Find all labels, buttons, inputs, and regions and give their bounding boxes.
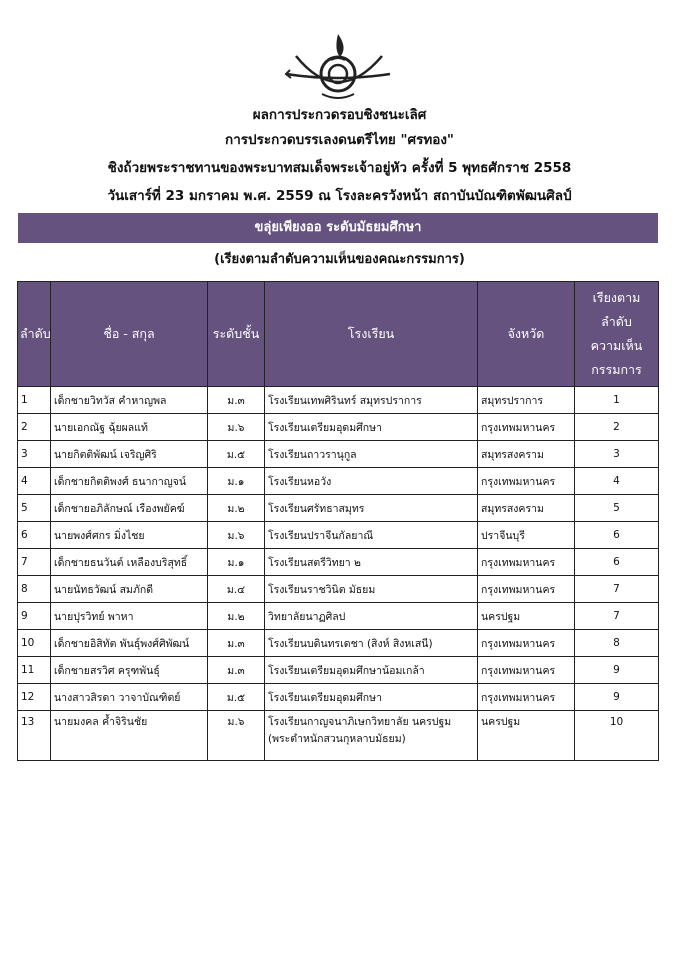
- table-row: [18, 468, 659, 495]
- cell-rank: 9: [575, 684, 659, 711]
- col-header-rank-line: เรียงตาม: [592, 290, 641, 305]
- cell-school: โรงเรียนราชวินิต มัธยม: [265, 576, 478, 603]
- cell-rank: 1: [575, 387, 659, 414]
- cell-province: นครปฐม: [478, 603, 575, 630]
- table-row: [18, 441, 659, 468]
- contest-name: การประกวดบรรเลงดนตรีไทย "ศรทอง": [225, 132, 454, 148]
- cell-name: นายมงคล ค้ำจิรินชัย: [51, 711, 208, 761]
- col-header-name: ชื่อ - สกุล: [51, 282, 208, 387]
- table-row: [18, 576, 659, 603]
- cell-level: ม.๓: [208, 630, 265, 657]
- cell-name: นายกิตติพัฒน์ เจริญศิริ: [51, 441, 208, 468]
- cell-rank: 2: [575, 414, 659, 441]
- cell-province: สมุทรสงคราม: [478, 495, 575, 522]
- cell-rank: 5: [575, 495, 659, 522]
- cell-name: นายปุรวิทย์ พาหา: [51, 603, 208, 630]
- cell-no: 10: [18, 630, 51, 657]
- date-venue-line: วันเสาร์ที่ 23 มกราคม พ.ศ. 2559 ณ โรงละครวังหน้า สถาบันบัณฑิตพัฒนศิลป์: [107, 188, 572, 204]
- cell-level: ม.๕: [208, 684, 265, 711]
- cell-no: 6: [18, 522, 51, 549]
- cell-school: โรงเรียนหอวัง: [265, 468, 478, 495]
- cell-rank: 9: [575, 657, 659, 684]
- col-header-rank-line: ลำดับ: [601, 314, 632, 329]
- cell-school: โรงเรียนปราจีนกัลยาณี: [265, 522, 478, 549]
- table-row: [18, 684, 659, 711]
- cell-province: กรุงเทพมหานคร: [478, 549, 575, 576]
- cell-no: 11: [18, 657, 51, 684]
- col-header-rank-line: กรรมการ: [591, 362, 642, 377]
- cell-province: สมุทรปราการ: [478, 387, 575, 414]
- cell-province: ปราจีนบุรี: [478, 522, 575, 549]
- cell-no: 5: [18, 495, 51, 522]
- cell-province: กรุงเทพมหานคร: [478, 630, 575, 657]
- cell-no: 1: [18, 387, 51, 414]
- cell-province: กรุงเทพมหานคร: [478, 684, 575, 711]
- cell-level: ม.๖: [208, 414, 265, 441]
- cell-school: โรงเรียนเตรียมอุดมศึกษา: [265, 684, 478, 711]
- cell-level: ม.๕: [208, 441, 265, 468]
- cell-school: โรงเรียนกาญจนาภิเษกวิทยาลัย นครปฐม (พระตำหนักสวนกุหลาบมัธยม): [265, 711, 478, 761]
- cell-level: ม.๓: [208, 657, 265, 684]
- cell-level: ม.๔: [208, 576, 265, 603]
- cell-province: กรุงเทพมหานคร: [478, 414, 575, 441]
- cell-name: เด็กชายวิทวัส คำหาญพล: [51, 387, 208, 414]
- cell-no: 13: [18, 711, 51, 761]
- cell-school: โรงเรียนถาวรานุกูล: [265, 441, 478, 468]
- cell-level: ม.๒: [208, 603, 265, 630]
- cell-school: โรงเรียนเตรียมอุดมศึกษาน้อมเกล้า: [265, 657, 478, 684]
- cell-name: นางสาวสิรดา วาจาบัณฑิตย์: [51, 684, 208, 711]
- col-header-rank-line: ความเห็น: [590, 338, 643, 353]
- cell-level: ม.๖: [208, 711, 265, 761]
- cell-no: 8: [18, 576, 51, 603]
- cell-level: ม.๑: [208, 468, 265, 495]
- cell-province: กรุงเทพมหานคร: [478, 657, 575, 684]
- table-row: [18, 549, 659, 576]
- results-table: [17, 281, 659, 761]
- cell-province: สมุทรสงคราม: [478, 441, 575, 468]
- cell-rank: 6: [575, 522, 659, 549]
- col-header-no: ลำดับ: [18, 282, 51, 387]
- cell-province: กรุงเทพมหานคร: [478, 468, 575, 495]
- cell-name: เด็กชายกิตติพงศ์ ธนากาญจน์: [51, 468, 208, 495]
- cell-no: 3: [18, 441, 51, 468]
- cell-no: 9: [18, 603, 51, 630]
- table-row: [18, 414, 659, 441]
- cell-school: โรงเรียนบดินทรเดชา (สิงห์ สิงหเสนี): [265, 630, 478, 657]
- table-row: [18, 711, 659, 761]
- col-header-rank: [575, 282, 659, 387]
- cell-no: 7: [18, 549, 51, 576]
- cell-level: ม.๖: [208, 522, 265, 549]
- cell-rank: 6: [575, 549, 659, 576]
- cell-rank: 7: [575, 603, 659, 630]
- cell-school: โรงเรียนเทพศิรินทร์ สมุทรปราการ: [265, 387, 478, 414]
- cell-no: 4: [18, 468, 51, 495]
- cell-school: วิทยาลัยนาฏศิลป: [265, 603, 478, 630]
- cell-name: เด็กชายอิสิทัต พันธุ์พงศ์ศิพัฒน์: [51, 630, 208, 657]
- cell-rank: 7: [575, 576, 659, 603]
- cell-name: นายนัทธวัฒน์ สมภักดี: [51, 576, 208, 603]
- bow-and-arrow-emblem-icon: [278, 30, 398, 108]
- table-row: [18, 387, 659, 414]
- table-row: [18, 522, 659, 549]
- cell-level: ม.๑: [208, 549, 265, 576]
- cell-name: นายพงศ์ศกร มิ่งไชย: [51, 522, 208, 549]
- cell-rank: 10: [575, 711, 659, 761]
- col-header-school: โรงเรียน: [265, 282, 478, 387]
- cell-no: 12: [18, 684, 51, 711]
- cell-name: เด็กชายธนวันต์ เหลืองบริสุทธิ์: [51, 549, 208, 576]
- cell-school: โรงเรียนศรัทธาสมุทร: [265, 495, 478, 522]
- table-row: [18, 630, 659, 657]
- table-row: [18, 603, 659, 630]
- cell-province: กรุงเทพมหานคร: [478, 576, 575, 603]
- cell-name: เด็กชายอภิลักษณ์ เรืองพยัคฆ์: [51, 495, 208, 522]
- cell-name: นายเอกณัฐ ฉุ้ยผลแท้: [51, 414, 208, 441]
- cell-rank: 4: [575, 468, 659, 495]
- table-row: [18, 495, 659, 522]
- col-header-province: จังหวัด: [478, 282, 575, 387]
- table-header-row: [18, 282, 659, 387]
- ordering-note: (เรียงตามลำดับความเห็นของคณะกรรมการ): [214, 252, 465, 267]
- cell-level: ม.๓: [208, 387, 265, 414]
- cell-school: โรงเรียนสตรีวิทยา ๒: [265, 549, 478, 576]
- cell-level: ม.๒: [208, 495, 265, 522]
- cell-name: เด็กชายสรวิศ ครุฑพันธุ์: [51, 657, 208, 684]
- category-banner: ขลุ่ยเพียงออ ระดับมัธยมศึกษา: [18, 213, 658, 243]
- table-body: [18, 387, 659, 761]
- cell-no: 2: [18, 414, 51, 441]
- cell-rank: 8: [575, 630, 659, 657]
- table-row: [18, 657, 659, 684]
- cell-province: นครปฐม: [478, 711, 575, 761]
- result-title: ผลการประกวดรอบชิงชนะเลิศ: [252, 107, 427, 123]
- col-header-level: ระดับชั้น: [208, 282, 265, 387]
- trophy-line: ชิงถ้วยพระราชทานของพระบาทสมเด็จพระเจ้าอยู่หัว ครั้งที่ 5 พุทธศักราช 2558: [107, 160, 572, 176]
- cell-rank: 3: [575, 441, 659, 468]
- cell-school: โรงเรียนเตรียมอุดมศึกษา: [265, 414, 478, 441]
